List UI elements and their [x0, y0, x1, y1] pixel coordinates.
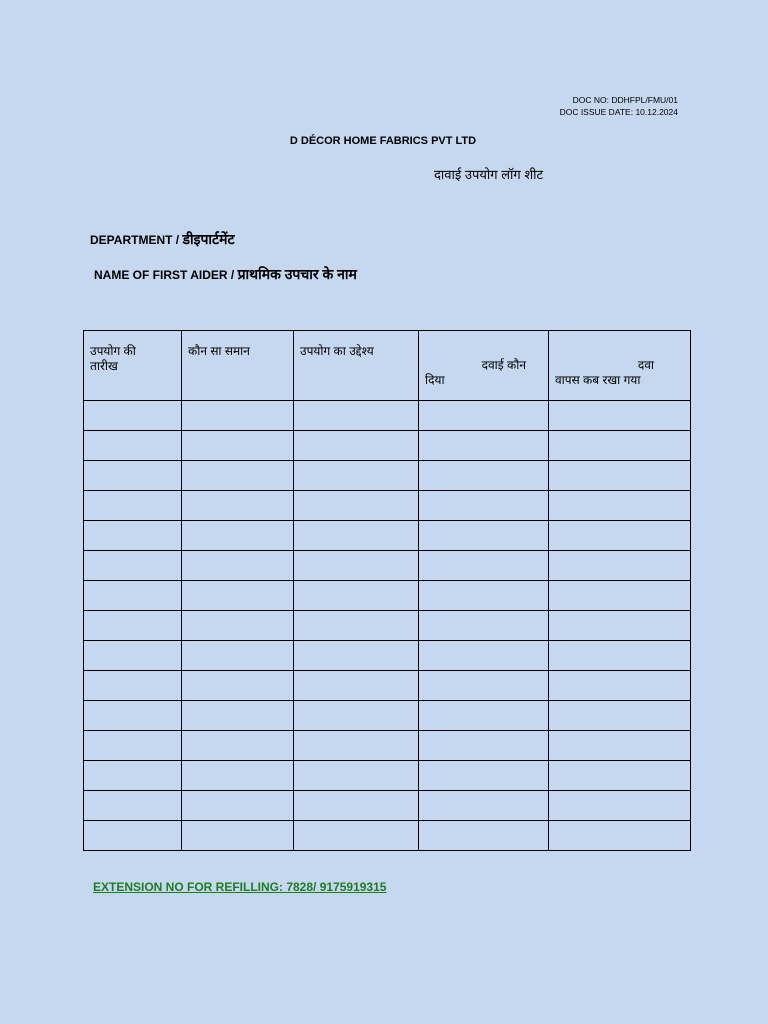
- table-cell[interactable]: [294, 521, 419, 551]
- header-given-by-bottom: दिया: [425, 373, 445, 387]
- header-item-text: कौन सा समान: [188, 344, 250, 358]
- table-cell[interactable]: [549, 491, 691, 521]
- table-cell[interactable]: [549, 521, 691, 551]
- table-cell[interactable]: [294, 491, 419, 521]
- header-date-line1: उपयोग की: [90, 344, 136, 358]
- header-given-by: [419, 331, 549, 401]
- table-cell[interactable]: [84, 731, 182, 761]
- table-row: [84, 791, 691, 821]
- header-purpose: [294, 331, 419, 401]
- table-row: [84, 401, 691, 431]
- table-cell[interactable]: [294, 461, 419, 491]
- table-cell[interactable]: [84, 641, 182, 671]
- table-cell[interactable]: [549, 701, 691, 731]
- table-cell[interactable]: [182, 401, 294, 431]
- table-cell[interactable]: [419, 791, 549, 821]
- table-cell[interactable]: [182, 671, 294, 701]
- first-aider-label: NAME OF FIRST AIDER /: [94, 268, 238, 282]
- table-cell[interactable]: [84, 791, 182, 821]
- sheet-title: दावाई उपयोग लॉग शीट: [434, 167, 544, 182]
- table-cell[interactable]: [84, 401, 182, 431]
- company-title: D DÉCOR HOME FABRICS PVT LTD: [289, 135, 477, 147]
- table-cell[interactable]: [419, 431, 549, 461]
- table-cell[interactable]: [182, 791, 294, 821]
- header-item-used: [182, 331, 294, 401]
- table-cell[interactable]: [549, 641, 691, 671]
- table-cell[interactable]: [182, 431, 294, 461]
- table-cell[interactable]: [294, 431, 419, 461]
- table-cell[interactable]: [84, 821, 182, 851]
- table-cell[interactable]: [294, 821, 419, 851]
- table-cell[interactable]: [294, 671, 419, 701]
- table-cell[interactable]: [549, 731, 691, 761]
- doc-number: DOC NO: DDHFPL/FMU/01: [572, 95, 678, 105]
- header-given-by-top: दवाई कौन: [481, 358, 526, 372]
- medicine-log-table: [83, 330, 691, 851]
- table-cell[interactable]: [549, 431, 691, 461]
- department-label: DEPARTMENT /: [90, 233, 183, 247]
- table-cell[interactable]: [84, 431, 182, 461]
- table-cell[interactable]: [182, 521, 294, 551]
- table-cell[interactable]: [182, 551, 294, 581]
- table-cell[interactable]: [549, 551, 691, 581]
- table-cell[interactable]: [182, 821, 294, 851]
- table-cell[interactable]: [182, 581, 294, 611]
- table-cell[interactable]: [182, 641, 294, 671]
- table-cell[interactable]: [549, 671, 691, 701]
- table-cell[interactable]: [549, 611, 691, 641]
- header-returned-bottom: वापस कब रखा गया: [555, 373, 641, 387]
- table-cell[interactable]: [419, 521, 549, 551]
- first-aider-label-hindi: प्राथमिक उपचार के नाम: [237, 266, 357, 282]
- table-row: [84, 821, 691, 851]
- table-cell[interactable]: [182, 701, 294, 731]
- table-cell[interactable]: [294, 731, 419, 761]
- header-purpose-text: उपयोग का उद्देश्य: [300, 344, 374, 358]
- table-cell[interactable]: [294, 761, 419, 791]
- table-cell[interactable]: [182, 761, 294, 791]
- table-row: [84, 461, 691, 491]
- refill-extension: EXTENSION NO FOR REFILLING: 7828/ 9175919315: [93, 880, 387, 894]
- table-cell[interactable]: [182, 611, 294, 641]
- table-cell[interactable]: [294, 701, 419, 731]
- table-cell[interactable]: [419, 731, 549, 761]
- document-meta: [470, 94, 678, 118]
- table-row: [84, 581, 691, 611]
- department-field: [90, 230, 235, 249]
- header-returned-top: दवा: [637, 358, 654, 372]
- table-cell[interactable]: [419, 611, 549, 641]
- table-cell[interactable]: [549, 791, 691, 821]
- table-cell[interactable]: [84, 551, 182, 581]
- table-cell[interactable]: [419, 401, 549, 431]
- table-cell[interactable]: [419, 761, 549, 791]
- table-cell[interactable]: [549, 761, 691, 791]
- first-aider-field: [94, 265, 357, 284]
- table-cell[interactable]: [419, 581, 549, 611]
- table-cell[interactable]: [419, 641, 549, 671]
- table-cell[interactable]: [84, 581, 182, 611]
- table-row: [84, 431, 691, 461]
- header-date-of-use: [84, 331, 182, 401]
- department-label-hindi: डीइपार्टमेंट: [182, 231, 235, 247]
- table-cell[interactable]: [84, 491, 182, 521]
- table-cell[interactable]: [549, 401, 691, 431]
- table-cell[interactable]: [419, 821, 549, 851]
- table-row: [84, 521, 691, 551]
- doc-issue-date: DOC ISSUE DATE: 10.12.2024: [559, 107, 678, 117]
- header-returned-when: [549, 331, 691, 401]
- table-header-row: [84, 331, 691, 401]
- table-cell[interactable]: [84, 761, 182, 791]
- table-cell[interactable]: [182, 731, 294, 761]
- table-cell[interactable]: [419, 671, 549, 701]
- table-cell[interactable]: [84, 611, 182, 641]
- table-cell[interactable]: [294, 641, 419, 671]
- table-cell[interactable]: [294, 581, 419, 611]
- table-cell[interactable]: [549, 821, 691, 851]
- table-cell[interactable]: [294, 791, 419, 821]
- table-cell[interactable]: [84, 671, 182, 701]
- table-row: [84, 491, 691, 521]
- table-cell[interactable]: [294, 551, 419, 581]
- table-cell[interactable]: [84, 521, 182, 551]
- table-row: [84, 731, 691, 761]
- table-row: [84, 701, 691, 731]
- table-cell[interactable]: [294, 611, 419, 641]
- table-cell[interactable]: [549, 461, 691, 491]
- table-cell[interactable]: [419, 701, 549, 731]
- table-cell[interactable]: [84, 461, 182, 491]
- table-row: [84, 641, 691, 671]
- table-cell[interactable]: [419, 461, 549, 491]
- table-cell[interactable]: [419, 551, 549, 581]
- table-row: [84, 551, 691, 581]
- table-cell[interactable]: [294, 401, 419, 431]
- table-cell[interactable]: [182, 461, 294, 491]
- table-cell[interactable]: [182, 491, 294, 521]
- table-cell[interactable]: [84, 701, 182, 731]
- table-row: [84, 761, 691, 791]
- table-row: [84, 671, 691, 701]
- header-date-line2: तारीख: [90, 359, 118, 373]
- table-cell[interactable]: [549, 581, 691, 611]
- table-row: [84, 611, 691, 641]
- table-cell[interactable]: [419, 491, 549, 521]
- table-body: [84, 401, 691, 851]
